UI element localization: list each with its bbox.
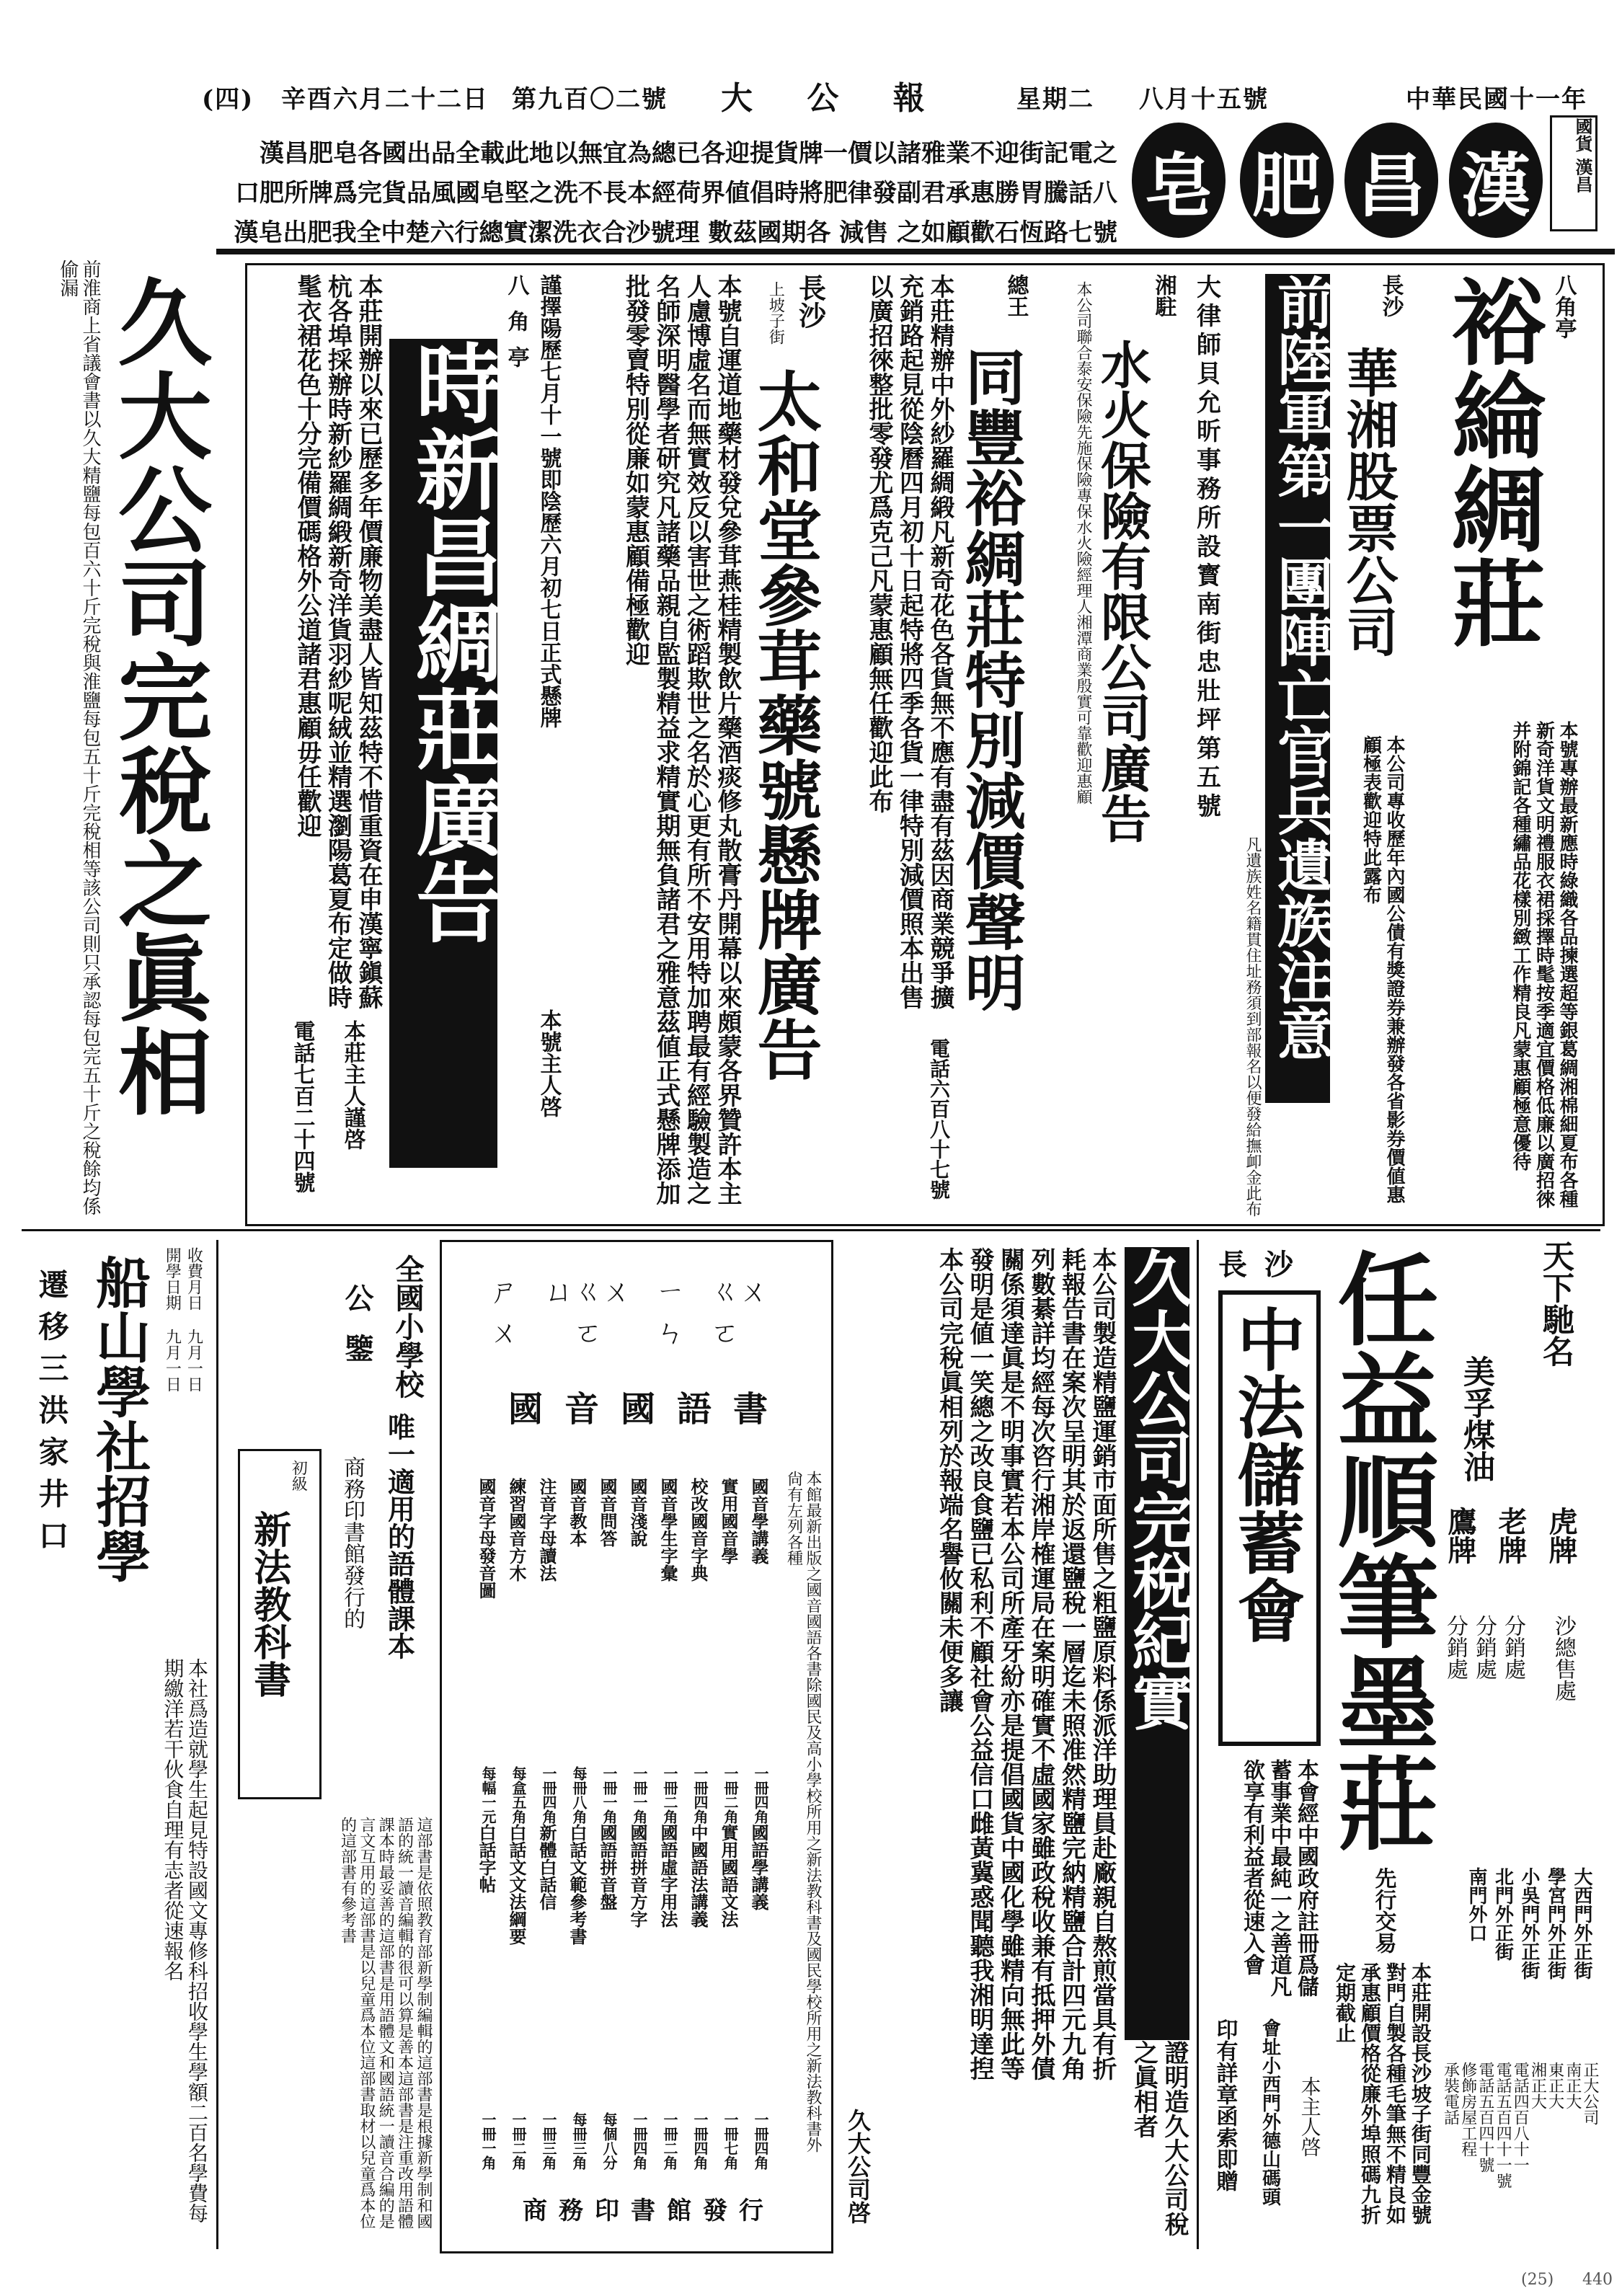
banner-stamp: 國貨 漢昌 (1550, 115, 1597, 231)
book-item (499, 1824, 529, 2170)
book-item (559, 1478, 590, 1824)
book-price: 每盒五角 (510, 1766, 527, 1824)
book-title: 新體白話信 (536, 1824, 557, 1910)
shixinchang-price: 八角亭 (503, 274, 529, 382)
luju-body: 凡遺族姓名籍貫住址務須到部報名以便發給撫卹金此布 (1244, 836, 1262, 1217)
lawyer-notice: 大律師貝允昕事務所設寳南街忠壯坪第五號 (1192, 274, 1221, 822)
book-title: 白話文範參考書 (567, 1824, 588, 1945)
address: 大西門外正街 (1571, 1867, 1592, 1980)
tongfeng-body: 本莊精辦中外紗羅綢緞凡新奇花色各貨無不應有盡有茲因商業競爭擴充銷路起見從陰曆四月初十日起特將四季各貨一律特別減價照本出售以廣招徠整批零發尤爲克己凡蒙惠顧無任歡迎此布 (864, 274, 954, 1009)
book-title: 國音問答 (597, 1478, 618, 1547)
book-item (529, 1824, 559, 2170)
masthead-page: (四) (202, 85, 254, 114)
taihe-date: 謹擇陽歷七月十一號即陰歷六月初七日正式懸牌 (536, 274, 562, 728)
yulun-price: 八角亭 (1551, 274, 1577, 339)
tongfeng-label: 總王 (1003, 274, 1029, 317)
column-rule (216, 1240, 218, 2249)
book-price: 一冊一角 (601, 1766, 618, 1824)
branch-name: 南正大 (1563, 2062, 1582, 2109)
banner-line: 漢皂出肥我全中楚六行總實潔洗衣合沙號理 數茲國期各 減售 之如顧歡石恆路七號 (234, 218, 1117, 247)
taihe-body: 本號自運道地藥材發兌參茸燕桂精製飲片藥酒痰修丸散膏丹開幕以來頗蒙各界贊許本主人慮博虛名而無實效反以害世之術蹈欺世之名於心更有所不安用特加聘最有經驗製造之名師深明醫學者研究凡諸藥品親自監製精益求精實期無負諸君之雅意茲値正式懸牌添加批發零賣特別從廉如蒙惠顧備極歡迎 (621, 274, 742, 1205)
masthead-weekday: 星期二 (1016, 85, 1094, 114)
book-item (741, 1478, 771, 1824)
textbook-pub: 商務印書館發行的 (340, 1456, 365, 1629)
book-title: 國語虛字用法 (657, 1824, 678, 1928)
chuanshan-body: 本社爲造就學生起見特設國文專修科招收學生學額二百名學費每期繳洋若干伙食自理有志者從速報名 (161, 1658, 209, 2223)
renyishun-sign: 本主人啓 (1298, 2076, 1322, 2157)
branch-name: 正大公司 (1581, 2062, 1599, 2125)
book-title: 國音淺說 (627, 1478, 648, 1547)
phonetic-glyph: ㄧㄣ (656, 1275, 685, 1349)
book-item (681, 1824, 711, 2170)
renyishun-agent: 分銷處 (1471, 1615, 1497, 1680)
guoyin-phonetic (490, 1269, 793, 1351)
renyishun-addresses (1435, 1867, 1593, 2047)
book-price: 一冊四角 (752, 2112, 769, 2170)
banner-bottom-rule (216, 249, 1615, 254)
book-title: 國音學講義 (748, 1478, 769, 1564)
book-price: 一冊一角 (479, 2112, 497, 2170)
book-item (650, 1824, 681, 2170)
renyishun-title: 任益順筆墨莊 (1321, 1247, 1439, 1853)
chuanshan-date: 收費月日 九月一日 (185, 1247, 203, 1392)
guoyin-intro: 本館最新出版之國音國語各書除國民及高小學校所用之新法教科書及國民學校所用之新法教科書外尙有左列各種 (784, 1471, 822, 2153)
tongfeng-tel: 電話六百八十七號 (927, 1038, 951, 1200)
guoyin-title: 國音國語書 (508, 1389, 789, 1430)
branch-tel: 電話五百四十一號 (1494, 2062, 1512, 2189)
banner-brand-char: 肥 (1240, 123, 1334, 238)
section-divider (22, 1229, 1600, 1231)
book-price: 每幅一元 (479, 1766, 497, 1824)
book-title: 國語拼音盤 (597, 1824, 618, 1910)
renyishun-product: 虎牌 (1544, 1507, 1578, 1564)
book-price: 每冊三角 (570, 2112, 588, 2170)
book-price: 每冊八角 (570, 1766, 588, 1824)
book-title: 注音字母讀法 (536, 1478, 557, 1582)
yulun-title: 裕綸綢莊 (1436, 274, 1547, 649)
phonetic-glyph: ㄍㄨㄛ (574, 1275, 631, 1349)
taihe-place: 長沙 (794, 274, 827, 329)
huaxiang-place: 長沙 (1378, 274, 1404, 317)
banner-line: 口肥所牌爲完貨品風國皂堅之洗不長本經荷界値倡時將肥律發副君承惠勝胃騰話八 (235, 179, 1117, 208)
book-title: 國音字母發音圖 (476, 1478, 497, 1599)
book-item (469, 1478, 499, 1824)
zhongfa-addr: 會址小西門外德山碼頭 (1259, 2018, 1281, 2206)
address: 小吳門外正街 (1518, 1867, 1540, 1980)
book-price: 一冊四角 (691, 1766, 709, 1824)
book-price: 一冊二角 (661, 1766, 678, 1824)
branch-tel: 電話四百八十一 (1511, 2062, 1530, 2173)
book-price: 一冊三角 (540, 2112, 557, 2170)
book-title: 國語拼音方字 (627, 1824, 648, 1928)
book-title: 中國語法講義 (688, 1824, 709, 1928)
textbook-tag: 初級 (289, 1460, 308, 1491)
book-price: 一冊七角 (722, 2112, 739, 2170)
book-title: 實用國音學 (718, 1478, 739, 1564)
luju-title: 前陸軍第一團陣亡官兵遺族注意 (1265, 274, 1330, 1103)
renyishun-product: 老牌 (1494, 1507, 1528, 1564)
book-item (590, 1824, 620, 2170)
banner-brand-char: 漢 (1449, 123, 1543, 238)
book-price: 一冊二角 (661, 2112, 678, 2170)
branch-tel: 修飾房屋工程 (1458, 2062, 1477, 2157)
renyishun-body: 本莊開設長沙坡子街同豐金號對門自製各種毛筆無不精良如承惠顧價格從廉外埠照碼九折定期截止 (1333, 1962, 1432, 2225)
book-item (499, 1478, 529, 1824)
banner-line: 漢昌肥皂各國出品全載此地以無宜為總已各迎提貨牌一價以諸雅業不迎街記電之 (260, 139, 1117, 168)
book-item (590, 1478, 620, 1824)
book-item (469, 1824, 499, 2170)
masthead-lunar-date: 辛酉六月二十二日 (281, 85, 489, 114)
book-title: 國語學講義 (748, 1824, 769, 1910)
renyishun-product: 美孚煤油 (1458, 1355, 1494, 1482)
renyishun-agent: 分銷處 (1442, 1615, 1468, 1680)
renyishun-branches (1436, 2062, 1598, 2249)
address: 北門外正街 (1492, 1867, 1514, 1961)
book-item (681, 1478, 711, 1824)
book-item (559, 1824, 590, 2170)
book-title: 國音教本 (567, 1478, 588, 1547)
masthead-issue: 第九百〇二號 (512, 85, 668, 114)
branch-tel: 承裝電話 (1441, 2062, 1460, 2125)
huaxiang-title: 華湘股票公司 (1337, 346, 1399, 657)
jiuda2-sign: 久大公司啓 (844, 2109, 872, 2224)
guoyin-book-list (469, 1478, 771, 2170)
branch-name: 湘正大 (1528, 2062, 1547, 2109)
book-title: 白話字帖 (476, 1824, 497, 1893)
taihe-sign: 本號主人啓 (536, 1009, 562, 1117)
jiuda2-body: 本公司製造精鹽運銷市面所售之粗鹽原料係派洋助理員赴廠親自熬煎當具有折耗報告書在案次呈明其於返還鹽稅一層迄未照准然精鹽完納精鹽合計四元九角列數綦詳均經每次咨行湘岸榷運局在案明確實不虛國家雖政稅收兼有抵押外債關係須達眞是不明事實若本公司所產牙紛亦是提倡國貨中國化學雖精向無此等發明是値一笑總之改良食鹽已私利不顧社會公益信口雌黃冀惑聞聽我湘明達揑本公司完稅眞相列於報端名譽攸關未便多讓 (934, 1247, 1117, 2080)
renyishun-sub: 先行交易 (1370, 1867, 1396, 1954)
column-rule (1197, 1240, 1199, 2249)
tongfeng-title: 同豐裕綢莊特別減價聲明 (955, 346, 1027, 1012)
taihe-street: 上坡子街 (766, 281, 785, 345)
shixinchang-title: 時新昌綢莊廣告 (389, 339, 497, 1168)
phonetic-glyph: ㄍㄨㄛ (711, 1275, 768, 1349)
zhongfa-title: 中法儲蓄會 (1225, 1305, 1305, 1644)
book-item (529, 1478, 559, 1824)
textbook-title: 新法教科書 (247, 1510, 291, 1698)
book-price: 一冊四角 (752, 1766, 769, 1824)
taihe-title: 太和堂參茸藥號懸牌廣告 (745, 368, 823, 1081)
masthead-date-roc: 中華民國十一年 (1406, 85, 1587, 114)
textbook-title2: 公鑒 (340, 1283, 374, 1384)
book-item (711, 1824, 741, 2170)
book-item (711, 1478, 741, 1824)
textbook-body: 這部書是依照教育部新學制編輯的這部書是根據新學制和國語的統一讀音編輯的很可以算是善本這部書是注重改用語體課本時最妥善的這部書是用語體文和國語統一讀音合編的是言文互用的這部書是以兒童爲本位這部書取材以兒童爲本位的這部書有參考書 (338, 1817, 433, 2229)
archive-code: 440 (1582, 2271, 1613, 2289)
shixinchang-sign: 本莊主人謹啓 (340, 1020, 365, 1150)
chuanshan-title: 船山學社招學 (87, 1254, 151, 1583)
page-number: (25) (1521, 2271, 1554, 2289)
phonetic-glyph: ㄕㄨ (490, 1275, 519, 1349)
book-item (620, 1824, 650, 2170)
jiuda-title: 久大公司完稅之眞相 (102, 274, 213, 1117)
book-price: 一冊四角 (691, 2112, 709, 2170)
shixinchang-tel: 電話七百二十四號 (289, 1020, 315, 1193)
zhongfa-body: 本會經中國政府註冊爲儲蓄事業中最純一之善道凡欲享有利益者從速入會 (1239, 1759, 1319, 1997)
yulun-body: 本號專辦最新應時綠織各品揀選超等銀葛綢湘棉細夏布各種新奇洋貨文明禮服衣裙採擇時髦按季適宜價格低廉以廣招徠并附錦記各種繡品花樣別緻工作精良凡蒙惠顧極意優待 (1510, 721, 1578, 1208)
insurance-title: 水火保險有限公司廣告 (1092, 339, 1153, 843)
jiuda-body: 前淮商上省議會書以久大精鹽每包百六十斤完稅與淮鹽每包五十斤完稅相等該公司則只承認每包完五十斤之稅餘均係偷漏 (56, 260, 101, 1215)
book-item (741, 1824, 771, 2170)
zhongfa-place: 長沙 (1218, 1248, 1311, 1282)
book-title: 練習國音方木 (506, 1478, 527, 1582)
book-price: 一冊四角 (631, 2112, 648, 2170)
chuanshan-addr: 遷移三洪家井口 (34, 1269, 70, 1561)
phonetic-glyph: ㄩ (545, 1275, 574, 1308)
book-title: 校改國音字典 (688, 1478, 709, 1582)
shixinchang-body: 本莊開辦以來已歷多年價廉物美盡人皆知茲特不惜重資在申漢寧鎭蘇杭各埠採辦時新紗羅綢緞新奇洋貨羽紗呢絨並精選瀏陽葛夏布定做時髦衣裙花色十分完備價碼格外公道諸君惠顧毋任歡迎 (293, 274, 383, 1009)
huaxiang-body: 本公司專收歷年內國公債有獎證券兼辦發各省影券價値惠顧極表歡迎特此露布 (1360, 735, 1405, 1204)
branch-name: 東正大 (1546, 2062, 1564, 2109)
address: 學宮門外正街 (1544, 1867, 1566, 1980)
jiuda2-title: 久大公司完稅紀實 (1125, 1247, 1189, 2040)
textbook-title1: 全國小學校 (391, 1254, 425, 1399)
address: 南門外口 (1466, 1867, 1487, 1942)
banner-brand-char: 昌 (1344, 123, 1438, 238)
renyishun-agent: 分銷處 (1500, 1615, 1525, 1680)
book-price: 一冊二角 (722, 1766, 739, 1824)
book-price: 一冊一角 (631, 1766, 648, 1824)
renyishun-tag: 天下馳名 (1537, 1240, 1574, 1367)
masthead-paper-name: 大 公 報 (721, 80, 947, 117)
book-title: 國音學生字彙 (657, 1478, 678, 1582)
book-title: 實用國語文法 (718, 1824, 739, 1928)
insurance-body: 本公司聯合泰安保險先施保險專保水火險經理人湘潭商業殷實可靠歡迎惠顧 (1074, 281, 1092, 805)
masthead-date: 八月十五號 (1139, 85, 1269, 114)
textbook-claim: 唯一適用的語體課本 (383, 1413, 416, 1659)
book-title: 白話文文法綱要 (506, 1824, 527, 1945)
branch-tel: 電話五百四十號 (1476, 2062, 1494, 2173)
chuanshan-date: 開學日期 九月一日 (163, 1247, 182, 1392)
book-price: 一冊二角 (510, 2112, 527, 2170)
insurance-label: 湘駐 (1151, 274, 1176, 317)
guoyin-publisher: 商務印書館發行 (523, 2197, 775, 2225)
zhongfa-note: 印有詳章函索即贈 (1212, 2018, 1238, 2191)
renyishun-agent: 沙總售處 (1551, 1615, 1576, 1701)
jiuda2-side: 證明造久大公司稅之眞相者 (1129, 2040, 1189, 2236)
banner-brand-char: 皂 (1132, 123, 1226, 238)
book-price: 每個八分 (601, 2112, 618, 2170)
renyishun-product: 鷹牌 (1443, 1507, 1477, 1564)
book-item (650, 1478, 681, 1824)
book-item (620, 1478, 650, 1824)
book-price: 一冊四角 (540, 1766, 557, 1824)
